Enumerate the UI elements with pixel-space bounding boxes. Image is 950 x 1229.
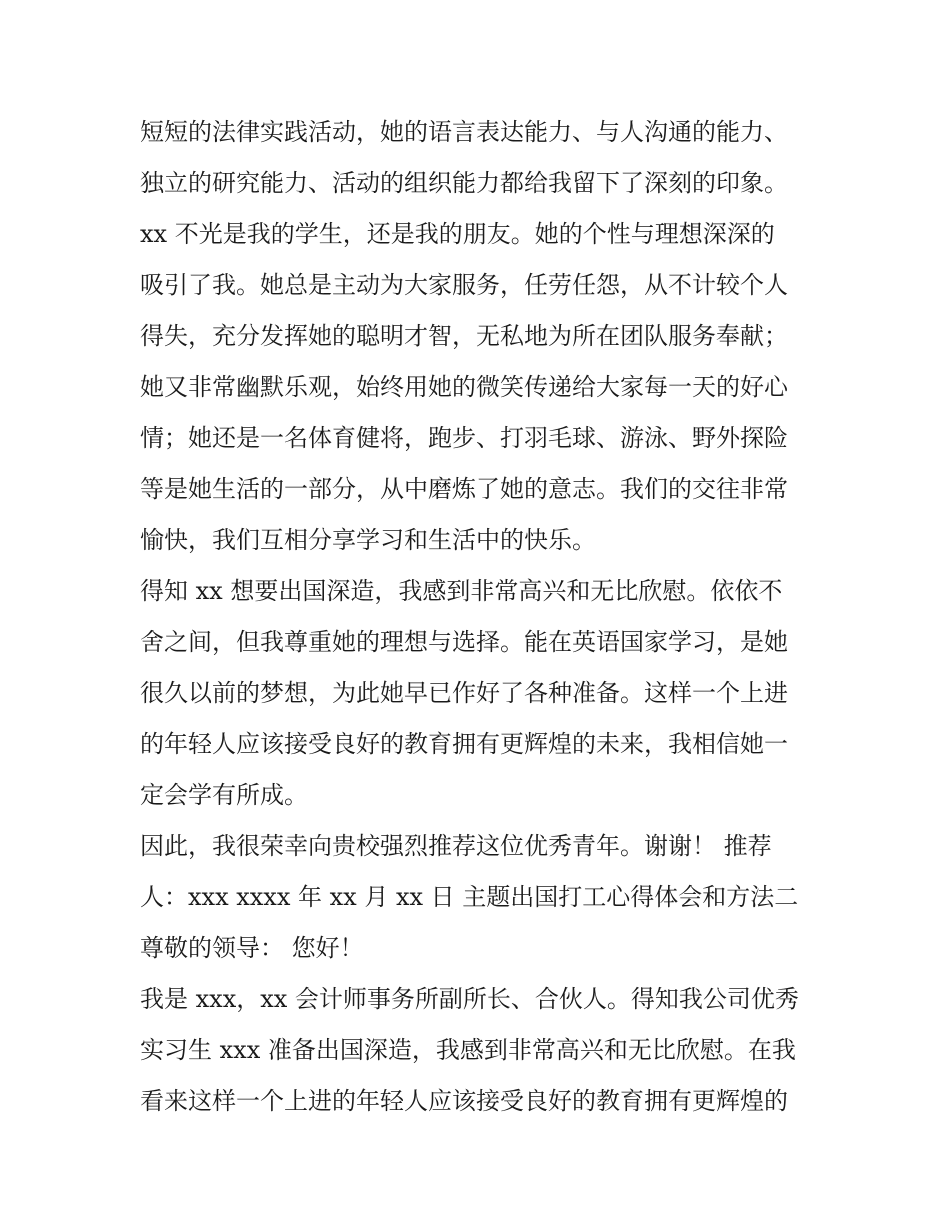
text-line: 我是 xxx，xx 会计师事务所副所长、合伙人。得知我公司优秀	[140, 985, 799, 1013]
text-line: 舍之间，但我尊重她的理想与选择。能在英语国家学习，是她	[140, 628, 788, 656]
text-line: 人：xxx xxxx 年 xx 月 xx 日 主题出国打工心得体会和方法二	[140, 883, 799, 911]
text-line: 看来这样一个上进的年轻人应该接受良好的教育拥有更辉煌的	[140, 1087, 788, 1115]
text-line: 短短的法律实践活动，她的语言表达能力、与人沟通的能力、	[140, 118, 788, 146]
text-line: 吸引了我。她总是主动为大家服务，任劳任怨，从不计较个人	[140, 271, 788, 299]
text-line: 愉快，我们互相分享学习和生活中的快乐。	[140, 526, 596, 554]
document-body	[140, 107, 820, 1127]
text-line: 情；她还是一名体育健将，跑步、打羽毛球、游泳、野外探险	[140, 424, 788, 452]
text-line: 尊敬的领导： 您好！	[140, 934, 364, 962]
text-line: 她又非常幽默乐观，始终用她的微笑传递给大家每一天的好心	[140, 373, 788, 401]
text-line: 很久以前的梦想，为此她早已作好了各种准备。这样一个上进	[140, 679, 788, 707]
text-line: 定会学有所成。	[140, 781, 308, 809]
text-line: 得失，充分发挥她的聪明才智，无私地为所在团队服务奉献；	[140, 322, 788, 350]
text-line: xx 不光是我的学生，还是我的朋友。她的个性与理想深深的	[140, 220, 775, 248]
text-line: 实习生 xxx 准备出国深造，我感到非常高兴和无比欣慰。在我	[140, 1036, 796, 1064]
text-line: 等是她生活的一部分，从中磨炼了她的意志。我们的交往非常	[140, 475, 788, 503]
text-line: 因此，我很荣幸向贵校强烈推荐这位优秀青年。谢谢！ 推荐	[140, 832, 772, 860]
text-line: 得知 xx 想要出国深造，我感到非常高兴和无比欣慰。依依不	[140, 577, 783, 605]
text-line: 独立的研究能力、活动的组织能力都给我留下了深刻的印象。	[140, 169, 788, 197]
text-line: 的年轻人应该接受良好的教育拥有更辉煌的未来，我相信她一	[140, 730, 788, 758]
